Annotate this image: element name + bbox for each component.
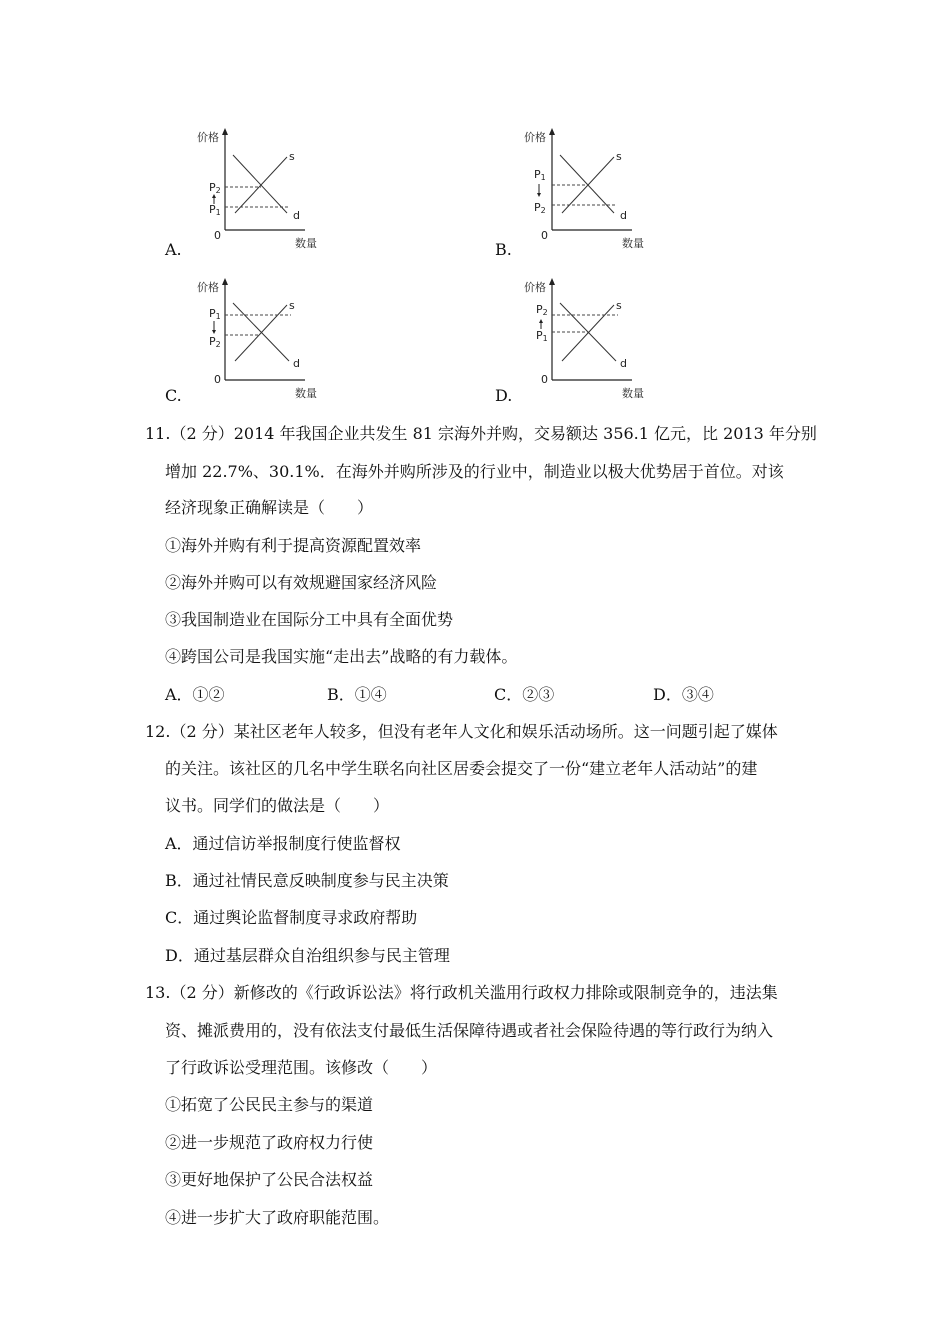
origin-label: 0: [214, 373, 221, 386]
p2-label: P2: [534, 201, 546, 215]
option-a-letter: A.: [165, 240, 182, 259]
demand-label: d: [620, 357, 627, 370]
demand-label: d: [293, 357, 300, 370]
quantity-axis-label: 数量: [295, 237, 317, 250]
graph-option-a: [195, 125, 345, 260]
question-12-line-3: 议书。同学们的做法是（ ）: [165, 796, 390, 815]
graph-option-d: [522, 275, 672, 410]
p1-label: P1: [209, 307, 221, 321]
graph-option-b: [522, 125, 672, 260]
question-11-item-4: ④跨国公司是我国实施“走出去”战略的有力载体。: [165, 647, 518, 666]
p1-label: P1: [209, 203, 221, 217]
question-12-line-1: 12.（2 分）某社区老年人较多，但没有老年人文化和娱乐活动场所。这一问题引起了媒体: [145, 722, 778, 741]
quantity-axis-label: 数量: [622, 237, 644, 250]
question-13-line-2: 资、摊派费用的，没有依法支付最低生活保障待遇或者社会保险待遇的等行政行为纳入: [165, 1021, 774, 1040]
supply-demand-graph-d: [522, 275, 672, 410]
arrow-down-icon: [537, 193, 541, 197]
p1-label: P1: [534, 168, 546, 182]
question-12-choice-a[interactable]: A．通过信访举报制度行使监督权: [165, 834, 401, 853]
demand-label: d: [293, 209, 300, 222]
arrow-up-icon: [539, 319, 543, 323]
question-12-choice-c[interactable]: C．通过舆论监督制度寻求政府帮助: [165, 908, 418, 927]
question-11-choice-b[interactable]: B．①④: [327, 685, 387, 704]
question-12-choice-b[interactable]: B．通过社情民意反映制度参与民主决策: [165, 871, 449, 890]
p2-label: P2: [209, 181, 221, 195]
question-11-line-3: 经济现象正确解读是（ ）: [165, 498, 374, 517]
question-11-choice-a[interactable]: A．①②: [165, 685, 225, 704]
supply-label: s: [289, 299, 295, 312]
question-12-line-2: 的关注。该社区的几名中学生联名向社区居委会提交了一份“建立老年人活动站”的建: [165, 759, 758, 778]
question-11-line-2: 增加 22.7%、30.1%．在海外并购所涉及的行业中，制造业以极大优势居于首位。对该: [165, 462, 784, 481]
question-13-item-3: ③更好地保护了公民合法权益: [165, 1170, 374, 1189]
p1-label: P1: [536, 329, 548, 343]
question-11-item-3: ③我国制造业在国际分工中具有全面优势: [165, 610, 454, 629]
question-12-choice-d[interactable]: D．通过基层群众自治组织参与民主管理: [165, 946, 450, 965]
price-axis-label: 价格: [524, 131, 546, 144]
supply-label: s: [616, 299, 622, 312]
question-11-choice-c[interactable]: C．②③: [494, 685, 555, 704]
p2-label: P2: [536, 303, 548, 317]
origin-label: 0: [541, 229, 548, 242]
demand-label: d: [620, 209, 627, 222]
supply-demand-graph-c: [195, 275, 345, 410]
price-axis-label: 价格: [197, 281, 219, 294]
origin-label: 0: [214, 229, 221, 242]
question-11-choice-d[interactable]: D．③④: [653, 685, 714, 704]
supply-demand-graph-a: [195, 125, 345, 260]
p2-label: P2: [209, 335, 221, 349]
option-c-letter: C.: [165, 386, 182, 405]
supply-demand-graph-b: [522, 125, 672, 260]
graph-option-c: [195, 275, 345, 410]
quantity-axis-label: 数量: [295, 387, 317, 400]
question-13-item-4: ④进一步扩大了政府职能范围。: [165, 1208, 390, 1227]
supply-label: s: [616, 150, 622, 163]
origin-label: 0: [541, 373, 548, 386]
question-13-item-2: ②进一步规范了政府权力行使: [165, 1133, 374, 1152]
question-13-line-3: 了行政诉讼受理范围。该修改（ ）: [165, 1058, 438, 1077]
option-d-letter: D.: [495, 386, 513, 405]
quantity-axis-label: 数量: [622, 387, 644, 400]
question-11-item-2: ②海外并购可以有效规避国家经济风险: [165, 573, 438, 592]
question-13-line-1: 13.（2 分）新修改的《行政诉讼法》将行政机关滥用行政权力排除或限制竞争的，违法集: [145, 983, 778, 1002]
option-b-letter: B.: [495, 240, 512, 259]
arrow-down-icon: [212, 330, 216, 334]
price-axis-label: 价格: [197, 131, 219, 144]
question-11-line-1: 11.（2 分）2014 年我国企业共发生 81 宗海外并购，交易额达 356.1 亿元，比 2013 年分别: [145, 424, 817, 443]
question-13-item-1: ①拓宽了公民民主参与的渠道: [165, 1095, 374, 1114]
question-11-item-1: ①海外并购有利于提高资源配置效率: [165, 536, 422, 555]
price-axis-label: 价格: [524, 281, 546, 294]
supply-label: s: [289, 150, 295, 163]
